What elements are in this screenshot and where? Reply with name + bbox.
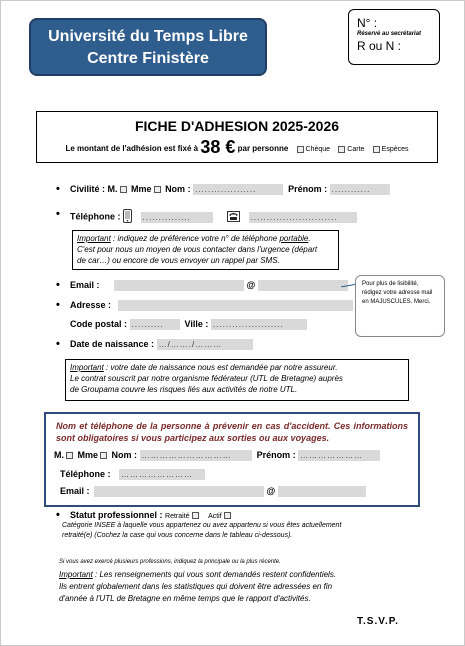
important-label: Important <box>77 234 111 243</box>
payment-option-carte[interactable]: Carte <box>336 146 364 153</box>
landline-phone-icon <box>227 211 240 224</box>
emergency-civility-row: M. Mme Nom : ………………………… Prénom : ………………… <box>54 450 380 461</box>
carte-checkbox[interactable] <box>338 146 345 153</box>
postal-code-label: Code postal : <box>70 319 128 329</box>
at-sign: @ <box>246 280 256 290</box>
m-checkbox[interactable] <box>120 186 127 193</box>
emergency-phone-field[interactable]: …………………… <box>119 469 205 480</box>
city-field[interactable]: ...................... <box>211 319 307 330</box>
cheque-checkbox[interactable] <box>297 146 304 153</box>
status-label: Statut professionnel : <box>70 510 163 520</box>
emergency-mme-checkbox[interactable] <box>100 452 107 459</box>
fee-prefix: Le montant de l'adhésion est fixé à <box>65 144 199 153</box>
fee-amount: 38 € <box>200 137 236 157</box>
retired-label: Retraité <box>165 513 190 520</box>
multiple-jobs-note: Si vous avez exercé plusieurs professions, indiquez la principale ou la plus récente. <box>59 559 281 565</box>
org-center: Centre Finistère <box>87 50 209 67</box>
title-box <box>36 111 438 163</box>
city-label: Ville : <box>184 319 209 329</box>
emergency-email-row: Email : @ <box>60 486 366 497</box>
prenom-field[interactable]: ............ <box>330 184 390 195</box>
fee-suffix: par personne <box>237 144 289 153</box>
email-row <box>70 280 348 291</box>
especes-checkbox[interactable] <box>373 146 380 153</box>
address-row <box>70 300 353 311</box>
secretariat-box <box>348 9 440 65</box>
form-title: FICHE D'ADHESION 2025-2026 <box>134 118 340 134</box>
landline-field[interactable]: ........................... <box>249 212 357 223</box>
civility-row <box>70 184 390 195</box>
insee-note: Catégorie INSEE à laquelle vous appartenez ou avez appartenu si vous êtes actuellement retraité(e) (Cochez la case qui vous concerne dans le tableau ci-dessous). <box>62 522 342 539</box>
emergency-email-domain-field[interactable] <box>278 486 366 497</box>
payment-option-especes[interactable]: Espèces <box>371 146 409 153</box>
birthdate-row <box>70 339 253 350</box>
address-label: Adresse : <box>70 300 112 310</box>
confidentiality-note: Important : Les renseignements qui vous sont demandés restent confidentiels. Ils entrent globalement dans les statistiques qui doivent être adressées en fin d'année à l'UTL de Bretagne en même temps que le rapport d'activités. <box>59 570 337 603</box>
nom-field[interactable]: ................... <box>193 184 283 195</box>
emergency-phone-row: Téléphone : …………………… <box>60 469 205 480</box>
reserved-label: Réservé au secrétariat <box>357 31 422 37</box>
emergency-prenom-field[interactable]: ………………… <box>298 450 380 461</box>
telephone-row <box>70 209 357 225</box>
email-domain-field[interactable] <box>258 280 348 291</box>
mobile-field[interactable]: ............... <box>141 212 213 223</box>
portable-emphasis: portable <box>279 234 309 243</box>
mobile-phone-icon <box>123 209 132 225</box>
email-hint-callout: Pour plus de lisibilité, rédigez votre adresse mail en MAJUSCULES. Merci. <box>355 275 445 337</box>
postal-code-field[interactable]: .......... <box>130 319 180 330</box>
organization-header <box>29 18 267 76</box>
active-checkbox[interactable] <box>224 512 231 519</box>
address-field[interactable] <box>118 300 353 311</box>
birthdate-label: Date de naissance : <box>70 339 155 349</box>
emergency-heading: Nom et téléphone de la personne à prévenir en cas d'accident. Ces informations sont obligatoires si vous participez aux sorties ou aux voyages. <box>56 421 408 443</box>
emergency-contact-box <box>44 412 420 507</box>
r-or-n-label: R ou N : <box>357 39 402 53</box>
emergency-m-checkbox[interactable] <box>66 452 73 459</box>
emergency-email-user-field[interactable] <box>94 486 264 497</box>
civility-m-label: Civilité : M. <box>70 184 118 194</box>
postal-row <box>70 319 307 330</box>
status-row <box>70 510 233 520</box>
fee-line <box>37 137 437 158</box>
prenom-label: Prénom : <box>288 184 328 194</box>
mme-label: Mme <box>131 184 152 194</box>
emergency-nom-field[interactable]: ………………………… <box>140 450 252 461</box>
active-label: Actif <box>208 513 222 520</box>
important-label: Important <box>70 363 104 372</box>
important-label: Important <box>59 570 93 579</box>
birthdate-field[interactable]: …/……./……… <box>157 339 253 350</box>
nom-label: Nom : <box>165 184 191 194</box>
retired-checkbox[interactable] <box>192 512 199 519</box>
number-label: N° : <box>357 16 378 30</box>
telephone-label: Téléphone : <box>70 211 121 222</box>
phone-note: Important : indiquez de préférence votre n° de téléphone portable. C'est pour nous un moyen de vous contacter dans l'urgence (départ de car…) ou encore de vous envoyer un rappel par SMS. <box>72 230 339 270</box>
email-label: Email : <box>70 280 100 290</box>
email-user-field[interactable] <box>114 280 244 291</box>
mme-checkbox[interactable] <box>154 186 161 193</box>
turn-page-label: T.S.V.P. <box>357 616 399 627</box>
org-name: Université du Temps Libre <box>48 28 248 45</box>
insurance-note: Important : votre date de naissance nous est demandée par notre assureur. Le contrat souscrit par notre organisme fédérateur (UTL de Bretagne) auprès de Groupama couvre les risques liés aux activités de notre UTL. <box>65 359 409 401</box>
payment-option-cheque[interactable]: Chèque <box>295 146 331 153</box>
